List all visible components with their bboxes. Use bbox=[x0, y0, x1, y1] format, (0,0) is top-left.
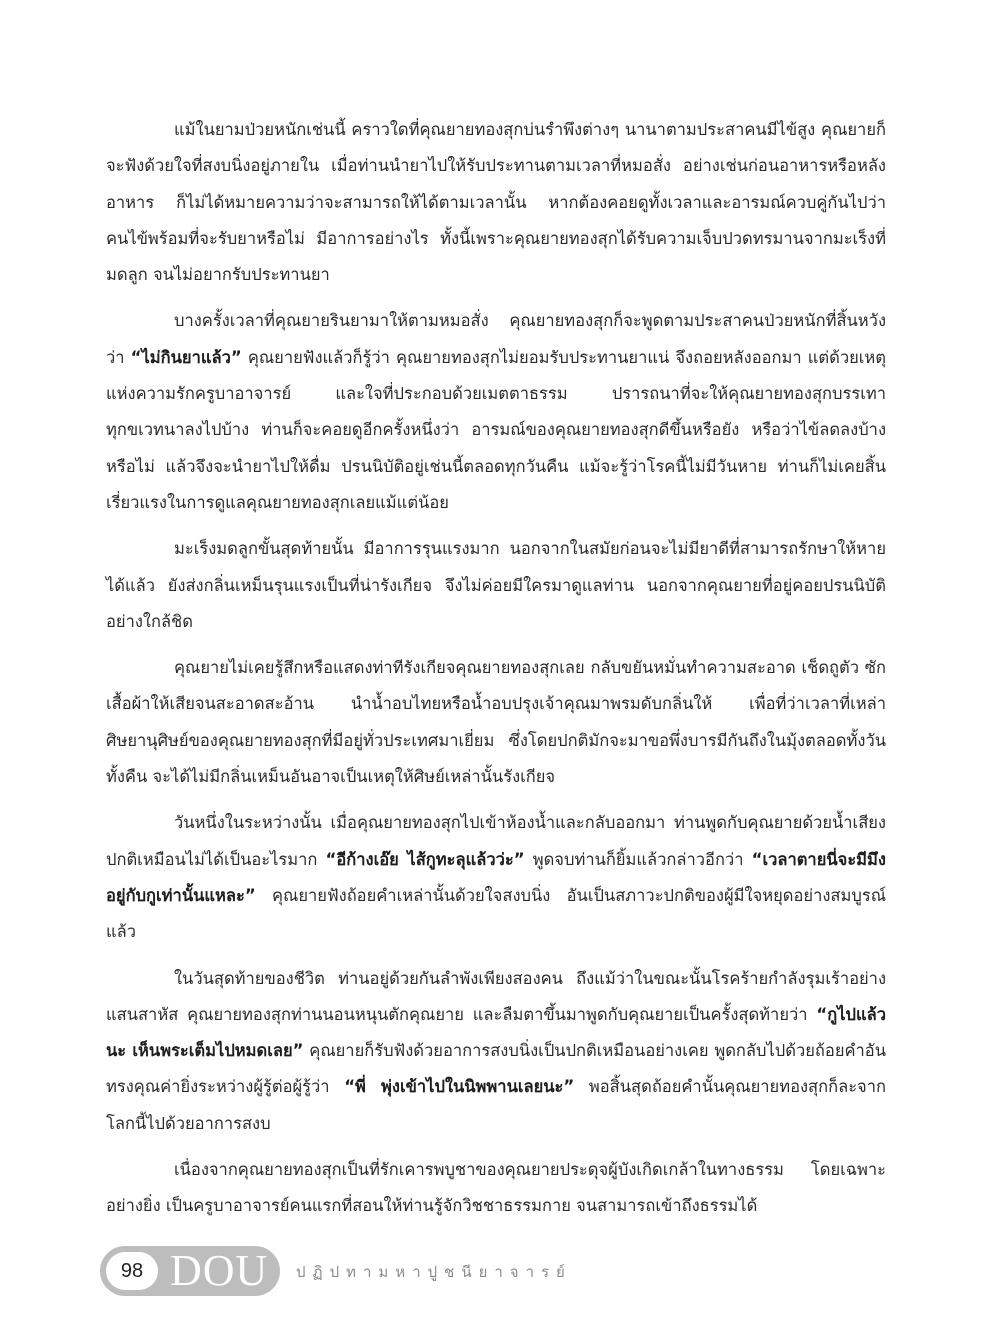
quote-bold: “ไม่กินยาแล้ว” bbox=[130, 347, 242, 367]
dou-logo: DOU bbox=[170, 1246, 269, 1295]
paragraph-text: ในวันสุดท้ายของชีวิต ท่านอยู่ด้วยกันลำพังเพียงสองคน ถึงแม้ว่าในขณะนั้นโรคร้ายกำลังรุมเร้าอย่างแสนสาหัส คุณยายทองสุกท่านนอนหนุนตักคุณยาย และลืมตาขึ้นมาพูดกับคุณยายเป็นครั้งสุดท้ายว่า bbox=[106, 968, 886, 1024]
page-number: 98 bbox=[106, 1252, 158, 1290]
paragraph-6 bbox=[106, 961, 886, 1142]
paragraph-text: วันหนึ่งในระหว่างนั้น เมื่อคุณยายทองสุกไปเข้าห้องน้ำและกลับออกมา ท่านพูดกับคุณยายด้วยน้ำเสียงปกติเหมือนไม่ได้เป็นอะไรมาก bbox=[106, 813, 886, 869]
page-footer bbox=[100, 1246, 900, 1296]
paragraph-text: พอสิ้นสุดถ้อยคำนั้นคุณยายทองสุกก็ละจากโลกนี้ไปด้วยอาการสงบ bbox=[106, 1077, 886, 1133]
quote-bold: “กูไปแล้วนะ เห็นพระเต็มไปหมดเลย” bbox=[106, 1004, 886, 1061]
paragraph-text: คุณยายไม่เคยรู้สึกหรือแสดงท่าทีรังเกียจคุณยายทองสุกเลย กลับขยันหมั่นทำความสะอาด เช็ดถูตัว ซักเสื้อผ้าให้เสียจนสะอาดสะอ้าน นำน้ำอบไทยหรือน้ำอบปรุงเจ้าคุณมาพรมดับกลิ่นให้ เพื่อที่ว่าเวลาที่เหล่าศิษยานุศิษย์ของคุณยายทองสุกที่มีอยู่ทั่วประเทศมาเยี่ยม ซึ่งโดยปกติมักจะมาขอพึ่งบารมีกันถึงในมุ้งตลอดทั้งวันทั้งคืน จะได้ไม่มีกลิ่นเหม็นอันอาจเป็นเหตุให้ศิษย์เหล่านั้นรังเกียจ bbox=[106, 658, 886, 787]
page-body bbox=[106, 112, 886, 1235]
quote-bold: “พี่ พุ่งเข้าไปในนิพพานเลยนะ” bbox=[344, 1077, 575, 1097]
paragraph-2 bbox=[106, 303, 886, 521]
quote-bold: “เวลาตายนี่จะมีมึงอยู่กับกูเท่านั้นแหละ” bbox=[106, 849, 886, 905]
paragraph-text: บางครั้งเวลาที่คุณยายรินยามาให้ตามหมอสั่ง คุณยายทองสุกก็จะพูดตามประสาคนป่วยหนักที่สิ้นหวังว่า bbox=[106, 311, 886, 367]
paragraph-1 bbox=[106, 112, 886, 293]
footer-badge bbox=[100, 1246, 280, 1296]
paragraph-text: คุณยายฟังถ้อยคำเหล่านั้นด้วยใจสงบนิ่ง อันเป็นสภาวะปกติของผู้มีใจหยุดอย่างสมบูรณ์แล้ว bbox=[106, 885, 886, 942]
paragraph-4 bbox=[106, 650, 886, 795]
paragraph-3 bbox=[106, 531, 886, 640]
paragraph-text: คุณยายก็รับฟังด้วยอาการสงบนิ่งเป็นปกติเหมือนอย่างเคย พูดกลับไปด้วยถ้อยคำอันทรงคุณค่ายิ่งระหว่างผู้รู้ต่อผู้รู้ว่า bbox=[106, 1041, 886, 1097]
paragraph-text: เนื่องจากคุณยายทองสุกเป็นที่รักเคารพบูชาของคุณยายประดุจผู้บังเกิดเกล้าในทางธรรม โดยเฉพาะอย่างยิ่ง เป็นครูบาอาจารย์คนแรกที่สอนให้ท่านรู้จักวิชชาธรรมกาย จนสามารถเข้าถึงธรรมได้ bbox=[106, 1160, 886, 1216]
paragraph-text: พูดจบท่านก็ยิ้มแล้วกล่าวอีกว่า bbox=[524, 849, 752, 869]
paragraph-text: คุณยายฟังแล้วก็รู้ว่า คุณยายทองสุกไม่ยอมรับประทานยาแน่ จึงถอยหลังออกมา แต่ด้วยเหตุแห่งความรักครูบาอาจารย์ และใจที่ประกอบด้วยเมตตาธรรม ปรารถนาที่จะให้คุณยายทองสุกบรรเทาทุกขเวทนาลงไปบ้าง ท่านก็จะคอยดูอีกครั้งหนึ่งว่า อารมณ์ของคุณยายทองสุกดีขึ้นหรือยัง หรือว่าไข้ลดลงบ้างหรือไม่ แล้วจึงจะนำยาไปให้ดื่ม ปรนนิบัติอยู่เช่นนี้ตลอดทุกวันคืน แม้จะรู้ว่าโรคนี้ไม่มีวันหาย ท่านก็ไม่เคยสิ้นเรี่ยวแรงในการดูแลคุณยายทองสุกเลยแม้แต่น้อย bbox=[106, 347, 887, 512]
paragraph-text: แม้ในยามป่วยหนักเช่นนี้ คราวใดที่คุณยายทองสุกบ่นรำพึงต่างๆ นานาตามประสาคนมีไข้สูง คุณยายก็จะฟังด้วยใจที่สงบนิ่งอยู่ภายใน เมื่อท่านนำยาไปให้รับประทานตามเวลาที่หมอสั่ง อย่างเช่นก่อนอาหารหรือหลังอาหาร ก็ไม่ได้หมายความว่าจะสามารถให้ได้ตามเวลานั้น หากต้องคอยดูทั้งเวลาและอารมณ์ควบคู่กันไปว่า คนไข้พร้อมที่จะรับยาหรือไม่ มีอาการอย่างไร ทั้งนี้เพราะคุณยายทองสุกได้รับความเจ็บปวดทรมานจากมะเร็งที่มดลูก จนไม่อยากรับประทานยา bbox=[106, 120, 886, 285]
paragraph-5 bbox=[106, 805, 886, 950]
quote-bold: “อีก้างเอ๊ย ไส้กูทะลุแล้วว่ะ” bbox=[325, 849, 525, 869]
book-title: ปฏิปทามหาปูชนียาจารย์ bbox=[296, 1263, 572, 1281]
paragraph-7 bbox=[106, 1152, 886, 1225]
paragraph-text: มะเร็งมดลูกขั้นสุดท้ายนั้น มีอาการรุนแรงมาก นอกจากในสมัยก่อนจะไม่มียาดีที่สามารถรักษาให้หายได้แล้ว ยังส่งกลิ่นเหม็นรุนแรงเป็นที่น่ารังเกียจ จึงไม่ค่อยมีใครมาดูแลท่าน นอกจากคุณยายที่อยู่คอยปรนนิบัติอย่างใกล้ชิด bbox=[106, 539, 886, 631]
